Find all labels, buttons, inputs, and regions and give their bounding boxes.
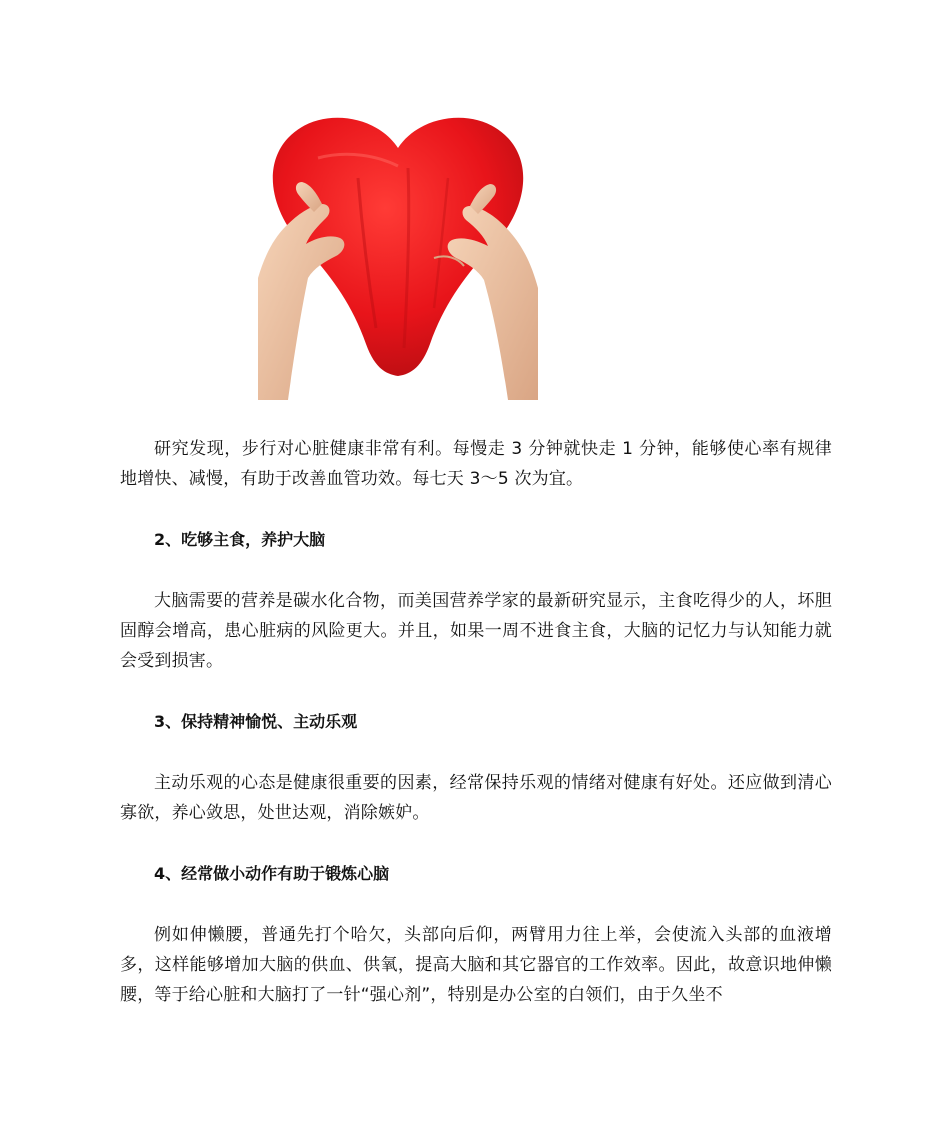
paragraph-staple-food: 大脑需要的营养是碳水化合物，而美国营养学家的最新研究显示，主食吃得少的人，坏胆固醇会增高，患心脏病的风险更大。并且，如果一周不进食主食，大脑的记忆力与认知能力就会受到损害。 bbox=[120, 591, 832, 671]
section-heading-4: 4、经常做小动作有助于锻炼心脑 bbox=[154, 864, 390, 883]
paragraph-optimism: 主动乐观的心态是健康很重要的因素，经常保持乐观的情绪对健康有好处。还应做到清心寡欲，养心敛思，处世达观，消除嫉妒。 bbox=[120, 773, 832, 823]
spacer bbox=[120, 676, 832, 707]
spacer bbox=[120, 828, 832, 859]
spacer bbox=[120, 737, 832, 768]
spacer bbox=[120, 494, 832, 525]
section-heading-2: 2、吃够主食，养护大脑 bbox=[154, 530, 326, 549]
spacer bbox=[120, 555, 832, 586]
paragraph-stretching: 例如伸懒腰，普通先打个哈欠，头部向后仰，两臂用力往上举，会使流入头部的血液增多，这样能够增加大脑的供血、供氧，提高大脑和其它器官的工作效率。因此，故意识地伸懒腰，等于给心脏和大脑打了一针“强心剂”，特别是办公室的白领们，由于久坐不 bbox=[120, 925, 832, 1005]
heart-photo bbox=[258, 108, 538, 400]
heart-illustration bbox=[258, 108, 538, 400]
article-body bbox=[120, 434, 832, 1010]
section-heading-3: 3、保持精神愉悦、主动乐观 bbox=[154, 712, 358, 731]
paragraph-walking: 研究发现，步行对心脏健康非常有利。每慢走 3 分钟就快走 1 分钟，能够使心率有规律地增快、减慢，有助于改善血管功效。每七天 3～5 次为宜。 bbox=[120, 439, 832, 489]
spacer bbox=[120, 889, 832, 920]
